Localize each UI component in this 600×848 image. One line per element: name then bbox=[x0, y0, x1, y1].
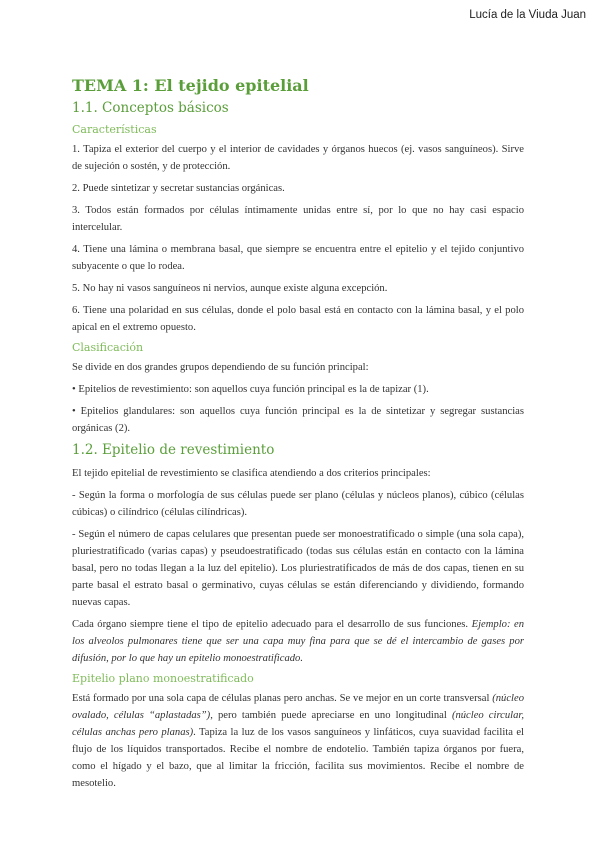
subheading-clasificacion: Clasificación bbox=[72, 341, 144, 354]
organ-example: Ejemplo: en los alveolos pulmonares tiene que ser una capa muy fina para que se dé el intercambio de gases por difusión, por lo que hay un epitelio monoestratificado. bbox=[72, 619, 525, 664]
organ-text: Cada órgano siempre tiene el tipo de epitelio adecuado para el desarrollo de sus funciones. bbox=[72, 619, 469, 630]
plano-paragraph bbox=[72, 690, 524, 792]
plano-text-b: , pero también puede apreciarse en uno longitudinal bbox=[210, 710, 447, 721]
bullet-item: • Epitelios de revestimiento: son aquellos cuya función principal es la de tapizar (1). bbox=[72, 384, 429, 395]
revestimiento-intro: El tejido epitelial de revestimiento se clasifica atendiendo a dos criterios principales: bbox=[72, 468, 431, 479]
list-item: 3. Todos están formados por células íntimamente unidas entre sí, por lo que no hay casi espacio intercelular. bbox=[72, 205, 524, 233]
clasificacion-intro: Se divide en dos grandes grupos dependiendo de su función principal: bbox=[72, 362, 369, 373]
list-item: 2. Puede sintetizar y secretar sustancias orgánicas. bbox=[72, 183, 285, 194]
bullet-item: • Epitelios glandulares: son aquellos cuya función principal es la de sintetizar y segregar sustancias orgánicas (2). bbox=[72, 406, 524, 434]
list-item: 1. Tapiza el exterior del cuerpo y el interior de cavidades y órganos huecos (ej. vasos sanguíneos). Sirve de sujeción o sostén, y de protección. bbox=[72, 144, 524, 172]
document-body bbox=[72, 76, 524, 797]
list-item: 6. Tiene una polaridad en sus células, donde el polo basal está en contacto con la lámina basal, y el polo apical en el extremo opuesto. bbox=[72, 305, 524, 333]
criterion-morphology: - Según la forma o morfología de sus células puede ser plano (células y núcleos planos), cúbico (células cúbicas) o cilíndrico (células cilíndricas). bbox=[72, 490, 524, 518]
section-heading-conceptos: 1.1. Conceptos básicos bbox=[72, 100, 229, 116]
list-item: 5. No hay ni vasos sanguíneos ni nervios, aunque existe alguna excepción. bbox=[72, 283, 388, 294]
subheading-caracteristicas: Características bbox=[72, 123, 157, 136]
author-name: Lucía de la Viuda Juan bbox=[469, 9, 586, 21]
subheading-plano-monoestratificado: Epitelio plano monoestratificado bbox=[72, 672, 254, 685]
page-title: TEMA 1: El tejido epitelial bbox=[72, 76, 309, 95]
criterion-layers: - Según el número de capas celulares que presentan puede ser monoestratificado o simple (una sola capa), pluriestratificado (varias capas) y pseudoestratificado (todas sus células están en contacto con la lámina basal, pero no todas llegan a la luz del epitelio). Los pluriestratificados de más de dos capas, tienen en su parte basal el estrato basal o germinativo, cuyas células se están diferenciando y dividiendo, formando nuevas capas. bbox=[72, 529, 524, 608]
plano-text-a: Está formado por una sola capa de células planas pero anchas. Se ve mejor en un corte transversal bbox=[72, 693, 490, 704]
plano-em-b: (núcleo circular, células anchas pero planas) bbox=[72, 710, 525, 738]
section-heading-revestimiento: 1.2. Epitelio de revestimiento bbox=[72, 442, 275, 458]
plano-em-a: (núcleo ovalado, células “aplastadas”) bbox=[72, 693, 524, 721]
organ-paragraph bbox=[72, 616, 524, 667]
list-item: 4. Tiene una lámina o membrana basal, que siempre se encuentra entre el epitelio y el tejido conjuntivo subyacente o que lo rodea. bbox=[72, 244, 524, 272]
plano-text-c: . Tapiza la luz de los vasos sanguíneos y linfáticos, cuya suavidad facilita el flujo de los líquidos transportados. Recibe el nombre de endotelio. También tapiza órganos por fuera, como el hígado y el bazo, que al limitar la fricción, facilita sus movimientos. Recibe el nombre de mesotelio. bbox=[72, 727, 524, 789]
